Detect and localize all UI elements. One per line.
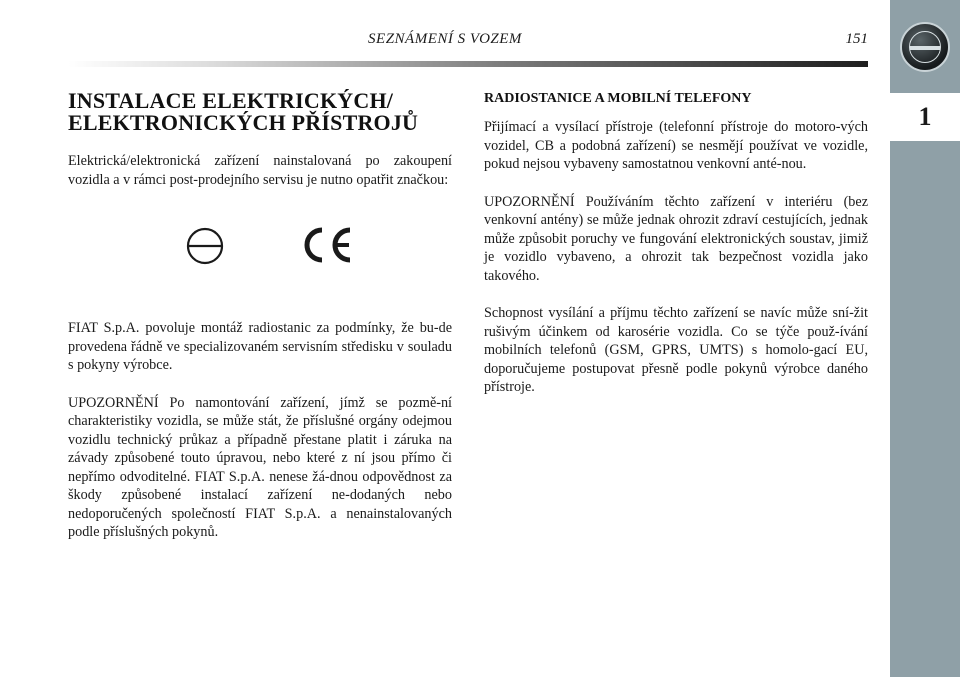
page-number: 151 [845,31,868,47]
lancia-logo-ring [909,31,941,63]
installation-heading-line2: ELEKTRONICKÝCH PŘÍSTROJŮ [68,110,419,135]
installation-heading [68,90,452,134]
page-header [0,0,890,70]
installation-intro: Elektrická/elektronická zařízení nainstalovaná po zakoupení vozidla a v rámci post-prodejního servisu je nutno opatřit značkou: [68,153,452,188]
radio-phones-heading: RADIOSTANICE A MOBILNÍ TELEFONY [484,91,752,106]
antenna-warning-paragraph: UPOZORNĚNÍ Používáním těchto zařízení v interiéru (bez venkovní antény) se může jednak ohrozit zdraví cestujících, jednak může způsobit poruchy ve fungování elektronických soustav, jimiž je vozidlo vybaveno, a ohrozit tak bezpečnost vozidla jako takového. [484,193,868,284]
section-title: SEZNÁMENÍ S VOZEM [368,31,522,47]
lancia-logo-bar [910,46,940,50]
fiat-permission-paragraph: FIAT S.p.A. povoluje montáž radiostanic za podmínky, že bu-de provedena řádně ve specializovaném servisním středisku v souladu s pokyny výrobce. [68,320,452,373]
installation-warning-paragraph: UPOZORNĚNÍ Po namontování zařízení, jímž se pozmě-ní charakteristiky vozidla, se může stát, že příslušné orgány odejmou vozidlu technický průkaz a případně přestane platit i záruka na závady způsobené touto úpravou, nebo které z ní jsou přímo či nepřímo odvoditelné. FIAT S.p.A. nenese žá-dnou odpovědnost za škody způsobené instalací zařízení ne-dodaných nebo nedoporučených společností FIAT S.p.A. a nenainstalovaných podle příslušných pokynů. [68,394,452,540]
left-column [68,90,452,561]
body-interference-paragraph: Schopnost vysílání a příjmu těchto zařízení se navíc může sní-žit rušivým účinkem od karosérie vozidla. Co se týče použ-ívání mobilních telefonů (GSM, GPRS, UMTS) s homolo-gací EU, doporučujeme postupovat přesně podle pokynů výrobce daného přístroje. [484,305,868,395]
ce-mark-icon [296,225,356,265]
chapter-number: 1 [890,93,960,141]
lancia-logo-icon [900,22,950,72]
right-column [484,90,868,416]
certification-symbols [68,219,452,311]
header-rule [68,61,868,67]
installation-heading-line1: INSTALACE ELEKTRICKÝCH/ [68,88,394,113]
chapter-side-tab [890,0,960,677]
e-mark-icon [178,219,232,273]
radio-phones-paragraph: Přijímací a vysílací přístroje (telefonní přístroje do motoro-vých vozidel, CB a podobná zařízení) se nesmějí používat ve vozidle, pokud nejsou vybaveny samostatnou venkovní anté-nou. [484,119,868,172]
